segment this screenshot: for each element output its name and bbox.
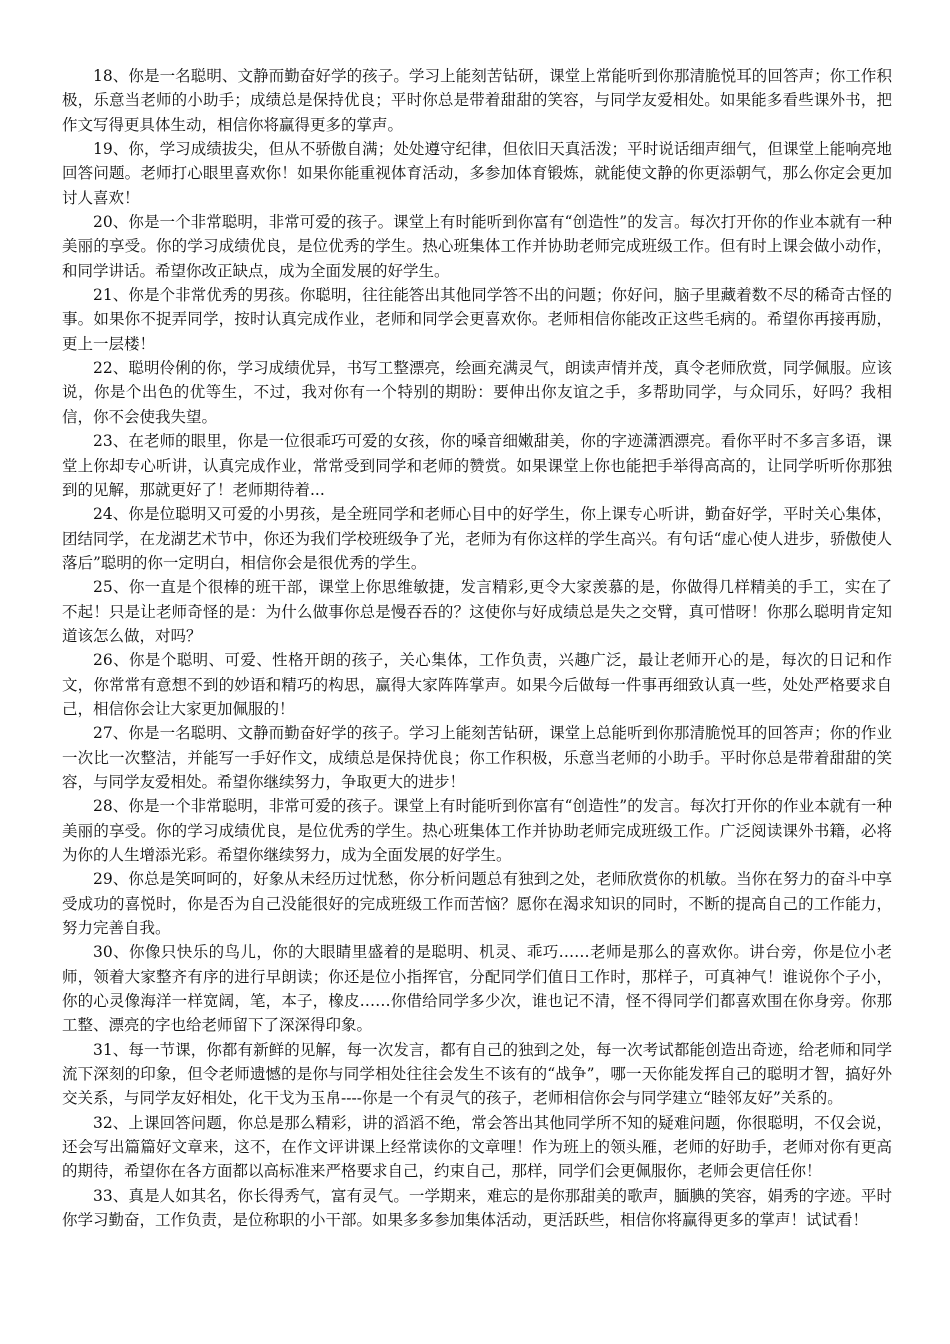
comment-paragraph-23: 23、在老师的眼里，你是一位很乖巧可爱的女孩，你的嗓音细嫩甜美，你的字迹潇洒漂亮。看你平时不多言多语，课堂上你却专心听讲，认真完成作业，常常受到同学和老师的赞赏。如果课堂上你也能把手举得高高的，让同学听听你那独到的见解，那就更好了！老师期待着... [62, 432, 892, 499]
comment-paragraph-28: 28、你是一个非常聪明，非常可爱的孩子。课堂上有时能听到你富有“创造性”的发言。每次打开你的作业本就有一种美丽的享受。你的学习成绩优良，是位优秀的学生。热心班集体工作并协助老师完成班级工作。广泛阅读课外书籍，必将为你的人生增添光彩。希望你继续努力，成为全面发展的好学生。 [62, 797, 892, 864]
comment-paragraph-18: 18、你是一名聪明、文静而勤奋好学的孩子。学习上能刻苦钻研，课堂上常能听到你那清脆悦耳的回答声；你工作积极，乐意当老师的小助手；成绩总是保持优良；平时你总是带着甜甜的笑容，与同学友爱相处。如果能多看些课外书，把作文写得更具体生动，相信你将赢得更多的掌声。 [62, 67, 892, 134]
comment-paragraph-31: 31、每一节课，你都有新鲜的见解，每一次发言，都有自己的独到之处，每一次考试都能创造出奇迹，给老师和同学流下深刻的印象，但令老师遗憾的是你与同学相处往往会发生不该有的“战争”，哪一天你能发挥自己的聪明才智，搞好外交关系，与同学友好相处，化干戈为玉帛----你是一个有灵气的孩子，老师相信你会与同学建立“睦邻友好”关系的。 [62, 1040, 892, 1108]
comment-paragraph-26: 26、你是个聪明、可爱、性格开朗的孩子，关心集体，工作负责，兴趣广泛，最让老师开心的是，每次的日记和作文，你常常有意想不到的妙语和精巧的构思，赢得大家阵阵掌声。如果今后做每一件事再细致认真一些，处处严格要求自己，相信你会让大家更加佩服的！ [62, 651, 892, 718]
comment-paragraph-24: 24、你是位聪明又可爱的小男孩，是全班同学和老师心目中的好学生，你上课专心听讲，勤奋好学，平时关心集体，团结同学，在龙湖艺术节中，你还为我们学校班级争了光，老师为有你这样的学生高兴。有句话“虚心使人进步，骄傲使人落后”聪明的你一定明白，相信你会是很优秀的学生。 [62, 505, 892, 572]
comment-paragraph-22: 22、聪明伶俐的你，学习成绩优异，书写工整漂亮，绘画充满灵气，朗读声情并茂，真令老师欣赏，同学佩服。应该说，你是个出色的优等生，不过，我对你有一个特别的期盼：要伸出你友谊之手，多帮助同学，与众同乐，好吗？我相信，你不会使我失望。 [62, 359, 892, 426]
comment-paragraph-32: 32、上课回答问题，你总是那么精彩，讲的滔滔不绝，常会答出其他同学所不知的疑难问题，你很聪明，不仅会说，还会写出篇篇好文章来，这不，在作文评讲课上经常读你的文章哩！作为班上的领头雁，老师的好助手，老师对你有更高的期待，希望你在各方面都以高标准来严格要求自己，约束自己，那样，同学们会更佩服你，老师会更信任你！ [62, 1113, 892, 1181]
comment-paragraph-30: 30、你像只快乐的鸟儿，你的大眼睛里盛着的是聪明、机灵、乖巧……老师是那么的喜欢你。讲台旁，你是位小老师，领着大家整齐有序的进行早朗读；你还是位小指挥官，分配同学们值日工作时，那样子，可真神气！谁说你个子小，你的心灵像海洋一样宽阔，笔，本子，橡皮……你借给同学多少次，谁也记不清，怪不得同学们都喜欢围在你身旁。你那工整、漂亮的字也给老师留下了深深得印象。 [62, 943, 892, 1035]
comment-paragraph-29: 29、你总是笑呵呵的，好象从未经历过忧愁，你分析问题总有独到之处，老师欣赏你的机敏。当你在努力的奋斗中享受成功的喜悦时，你是否为自己没能很好的完成班级工作而苦恼？愿你在渴求知识的同时，不断的提高自己的工作能力，努力完善自我。 [62, 870, 892, 938]
comment-paragraph-25: 25、你一直是个很棒的班干部，课堂上你思维敏捷，发言精彩,更令大家羡慕的是，你做得几样精美的手工，实在了不起！只是让老师奇怪的是：为什么做事你总是慢吞吞的？这使你与好成绩总是失之交臂，真可惜呀！你那么聪明肯定知道该怎么做，对吗？ [62, 578, 892, 645]
comment-paragraph-19: 19、你，学习成绩拔尖，但从不骄傲自满；处处遵守纪律，但依旧天真活泼；平时说话细声细气，但课堂上能响亮地回答问题。老师打心眼里喜欢你！如果你能重视体育活动，多参加体育锻炼，就能使文静的你更添朝气，那么你定会更加讨人喜欢！ [62, 140, 892, 207]
comment-paragraph-27: 27、你是一名聪明、文静而勤奋好学的孩子。学习上能刻苦钻研，课堂上总能听到你那清脆悦耳的回答声；你的作业一次比一次整洁，并能写一手好作文，成绩总是保持优良；你工作积极，乐意当老师的小助手。平时你总是带着甜甜的笑容，与同学友爱相处。希望你继续努力，争取更大的进步！ [62, 724, 892, 791]
document-page [62, 64, 892, 1233]
comment-paragraph-20: 20、你是一个非常聪明，非常可爱的孩子。课堂上有时能听到你富有“创造性”的发言。每次打开你的作业本就有一种美丽的享受。你的学习成绩优良，是位优秀的学生。热心班集体工作并协助老师完成班级工作。但有时上课会做小动作，和同学讲话。希望你改正缺点，成为全面发展的好学生。 [62, 213, 892, 280]
comment-paragraph-33: 33、真是人如其名，你长得秀气，富有灵气。一学期来，难忘的是你那甜美的歌声，腼腆的笑容，娟秀的字迹。平时你学习勤奋，工作负责，是位称职的小干部。如果多多参加集体活动，更活跃些，相信你将赢得更多的掌声！试试看！ [62, 1186, 892, 1230]
comment-paragraph-21: 21、你是个非常优秀的男孩。你聪明，往往能答出其他同学答不出的问题；你好问，脑子里藏着数不尽的稀奇古怪的事。如果你不捉弄同学，按时认真完成作业，老师和同学会更喜欢你。老师相信你能改正这些毛病的。希望你再接再励，更上一层楼！ [62, 286, 892, 353]
